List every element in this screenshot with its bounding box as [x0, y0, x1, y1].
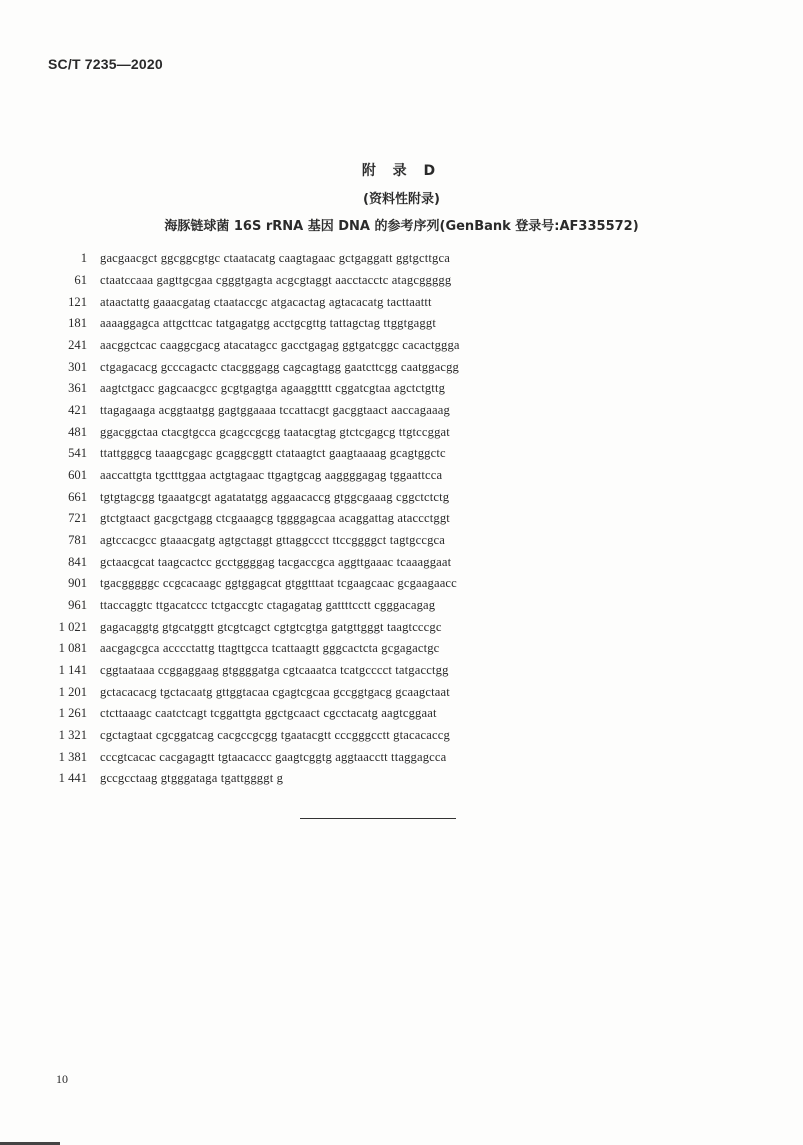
sequence-bases: gctacacacg tgctacaatg gttggtacaa cgagtcgcaa gccggtgacg gcaagctaat [100, 684, 450, 699]
sequence-position: 121 [68, 294, 87, 309]
sequence-row [40, 270, 460, 292]
appendix-type: (资料性附录) [363, 192, 440, 207]
sequence-row [40, 573, 460, 595]
sequence-bases: ttagagaaga acggtaatgg gagtggaaaa tccattacgt gacggtaact aaccagaaag [100, 403, 450, 418]
sequence-bases: aacggctcac caaggcgacg atacatagcc gacctgagag ggtgatcggc cacactggga [100, 338, 460, 353]
sequence-row [40, 378, 460, 400]
sequence-row [40, 530, 460, 552]
sequence-row [40, 248, 460, 270]
sequence-position: 841 [68, 554, 87, 569]
sequence-bases: cgctagtaat cgcggatcag cacgccgcgg tgaatacgtt cccgggcctt gtacacaccg [100, 728, 450, 743]
sequence-position: 361 [68, 381, 87, 396]
sequence-row [40, 356, 460, 378]
sequence-position: 1 381 [58, 749, 87, 764]
sequence-bases: gccgcctaag gtgggataga tgattggggt g [100, 771, 284, 786]
sequence-row [40, 638, 460, 660]
sequence-bases: ctgagacacg gcccagactc ctacgggagg cagcagtagg gaatcttcgg caatggacgg [100, 359, 459, 374]
sequence-row [40, 335, 460, 357]
sequence-row [40, 313, 460, 335]
sequence-position: 901 [68, 576, 87, 591]
end-rule [300, 818, 456, 819]
sequence-bases: ctcttaaagc caatctcagt tcggattgta ggctgcaact cgcctacatg aagtcggaat [100, 706, 437, 721]
sequence-row [40, 703, 460, 725]
sequence-row [40, 660, 460, 682]
sequence-bases: cccgtcacac cacgagagtt tgtaacaccc gaagtcggtg aggtaacctt ttaggagcca [100, 749, 447, 764]
sequence-position: 721 [68, 511, 87, 526]
appendix-title: 海豚链球菌 16S rRNA 基因 DNA 的参考序列(GenBank 登录号:AF335572) [164, 219, 639, 234]
sequence-row [40, 595, 460, 617]
sequence-position: 1 021 [58, 619, 87, 634]
sequence-position: 541 [68, 446, 87, 461]
sequence-bases: aacgagcgca acccctattg ttagttgcca tcattaagtt gggcactcta gcgagactgc [100, 641, 440, 656]
sequence-bases: ataactattg gaaacgatag ctaataccgc atgacactag agtacacatg tacttaattt [100, 294, 432, 309]
sequence-bases: aaccattgta tgctttggaa actgtagaac ttgagtgcag aaggggagag tggaattcca [100, 468, 443, 483]
sequence-position: 481 [68, 424, 87, 439]
sequence-row [40, 616, 460, 638]
sequence-position: 661 [68, 489, 87, 504]
sequence-position: 1 081 [58, 641, 87, 656]
sequence-row [40, 508, 460, 530]
sequence-bases: gacgaacgct ggcggcgtgc ctaatacatg caagtagaac gctgaggatt ggtgcttgca [100, 251, 450, 266]
sequence-bases: gtctgtaact gacgctgagg ctcgaaagcg tggggagcaa acaggattag ataccctggt [100, 511, 450, 526]
sequence-row [40, 551, 460, 573]
sequence-row [40, 443, 460, 465]
sequence-position: 601 [68, 468, 87, 483]
sequence-bases: ttattgggcg taaagcgagc gcaggcggtt ctataagtct gaagtaaaag gcagtggctc [100, 446, 446, 461]
sequence-position: 1 261 [58, 706, 87, 721]
sequence-row [40, 486, 460, 508]
sequence-bases: tgtgtagcgg tgaaatgcgt agatatatgg aggaacaccg gtggcgaaag cggctctctg [100, 489, 450, 504]
sequence-bases: ctaatccaaa gagttgcgaa cgggtgagta acgcgtaggt aacctacctc atagcggggg [100, 273, 452, 287]
sequence-bases: ttaccaggtc ttgacatccc tctgaccgtc ctagagatag gattttcctt cgggacagag [100, 598, 436, 613]
sequence-position: 181 [68, 316, 87, 331]
sequence-row [40, 421, 460, 443]
sequence-position: 1 [80, 251, 87, 266]
sequence-position: 61 [74, 273, 87, 287]
appendix-label: 附 录 D [361, 163, 442, 179]
sequence-bases: gctaacgcat taagcactcc gcctggggag tacgaccgca aggttgaaac tcaaaggaat [100, 554, 452, 569]
sequence-bases: tgacgggggc ccgcacaagc ggtggagcat gtggtttaat tcgaagcaac gcgaagaacc [100, 576, 457, 591]
sequence-row [40, 725, 460, 747]
sequence-position: 1 201 [58, 684, 87, 699]
sequence-row [40, 746, 460, 768]
sequence-bases: cggtaataaa ccggaggaag gtggggatga cgtcaaatca tcatgcccct tatgacctgg [100, 663, 449, 678]
sequence-position: 1 441 [58, 771, 87, 786]
page-number: 10 [56, 1072, 68, 1086]
sequence-row [40, 465, 460, 487]
sequence-position: 781 [68, 533, 87, 548]
appendix-heading [0, 160, 803, 234]
standard-code: SC/T 7235—2020 [48, 56, 163, 72]
sequence-position: 301 [68, 359, 87, 374]
sequence-bases: gagacaggtg gtgcatggtt gtcgtcagct cgtgtcgtga gatgttgggt taagtcccgc [100, 619, 442, 634]
sequence-row [40, 291, 460, 313]
sequence-bases: agtccacgcc gtaaacgatg agtgctaggt gttaggccct ttccggggct tagtgccgca [100, 533, 446, 548]
sequence-row [40, 768, 460, 790]
sequence-position: 1 321 [58, 728, 87, 743]
sequence-table [40, 248, 460, 790]
sequence-bases: aagtctgacc gagcaacgcc gcgtgagtga agaaggtttt cggatcgtaa agctctgttg [100, 381, 446, 396]
sequence-position: 961 [68, 598, 87, 613]
sequence-position: 241 [68, 338, 87, 353]
sequence-row [40, 400, 460, 422]
sequence-row [40, 681, 460, 703]
sequence-position: 421 [68, 403, 87, 418]
sequence-position: 1 141 [58, 663, 87, 678]
sequence-bases: ggacggctaa ctacgtgcca gcagccgcgg taatacgtag gtctcgagcg ttgtccggat [100, 424, 450, 439]
sequence-bases: aaaaggagca attgcttcac tatgagatgg acctgcgttg tattagctag ttggtgaggt [100, 316, 436, 331]
